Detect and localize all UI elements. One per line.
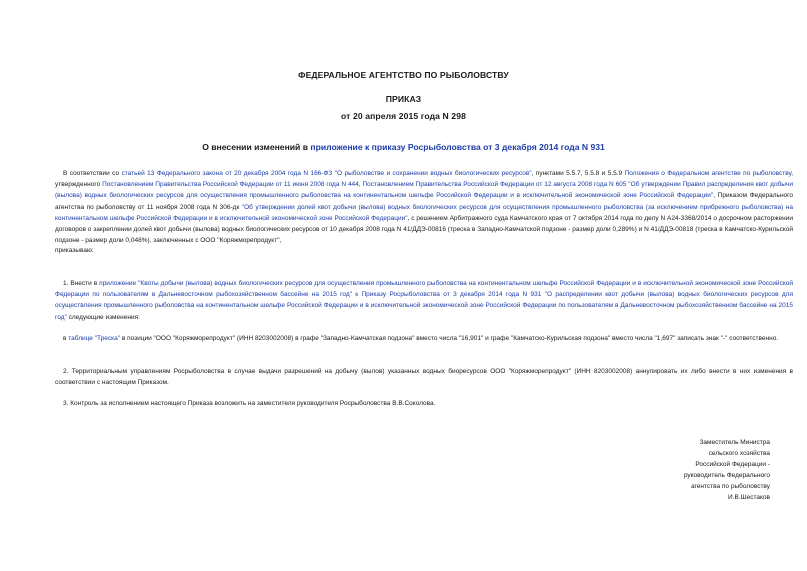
preamble-text-3: , утвержденного — [55, 170, 794, 189]
item-1-text-2: следующие изменения: — [66, 313, 140, 321]
item-2-text: 2. Территориальным управлениям Росрыболовства в случае выдачи разрешений на добычу (вылов) указанных водных биоресурсов ООО "Коряжморепродукт" (ИНН 8203002008) аннулировать их либо внести в них изменения в соответствии с настоящим Приказом. — [55, 368, 793, 387]
item-1a-text-1: в — [63, 335, 69, 342]
signature-line: Заместитель Министра — [699, 439, 770, 446]
agency-regulation-link[interactable]: Положения о Федеральном агентстве по рыболовству — [624, 170, 792, 177]
ordered-label: приказываю: — [55, 247, 94, 254]
preamble-text-4: , — [358, 181, 363, 189]
signature-block — [640, 437, 770, 503]
item-2-paragraph — [55, 366, 793, 388]
preamble-text-1: В соответствии со — [63, 170, 122, 177]
cod-table-link[interactable]: таблице "Треска" — [68, 335, 121, 342]
signature-line: агентства по рыболовству — [690, 483, 770, 490]
item-3-text: 3. Контроль за исполнением настоящего Приказа возложить на заместителя руководителя Росрыболовства В.В.Соколова. — [63, 400, 436, 407]
signature-line: руководитель Федерального — [683, 472, 770, 479]
item-1a-text-2: в позиции "ООО "Коряжморепродукт" (ИНН 8203002008) в графе "Западно-Камчатская подзона" вместо числа "16,901" и графе "Камчатско-Курильская подзона" вместо числа "1,697" записать знак "-" соответственно. — [120, 335, 779, 342]
government-decree-444-link[interactable]: Постановлением Правительства Российской Федерации от 11 июня 2008 года N 444 — [102, 181, 359, 189]
signature-line: сельского хозяйства — [708, 450, 770, 457]
date-number-heading: от 20 апреля 2015 года N 298 — [341, 111, 466, 121]
item-1-text-1: 1. Внести в — [63, 280, 100, 287]
item-3-paragraph — [55, 398, 793, 409]
item-1a-paragraph — [55, 333, 793, 344]
agency-heading: ФЕДЕРАЛЬНОЕ АГЕНТСТВО ПО РЫБОЛОВСТВУ — [298, 70, 509, 80]
title-link[interactable]: приложение к приказу Росрыболовства от 3 декабря 2014 года N 931 — [310, 142, 605, 152]
title-prefix: О внесении изменений в — [202, 142, 311, 152]
preamble-paragraph — [55, 168, 793, 246]
government-decree-605-link[interactable]: Постановлением Правительства Российской Федерации от 12 августа 2008 года N 605 "Об утверждении Правил распределения квот добычи (вылова) водных биологических ресурсов для осуществления промышленного рыболовства на континентальном шельфе Российской Федерации и в исключительной экономической зоне Российской Федерации" — [55, 181, 793, 200]
preamble-text-6: , с решением Арбитражного суда Камчатского края от 7 октября 2014 года по делу N А24-3368/2014 о досрочном расторжении договоров о закреплении долей квот добычи (вылова) водных биологических ресурсов от 10 декабря 2008 года N 41/ДДЭ-00816 (треска в Западно-Камчатской подзоне - размер доли 0,289%) и N 41/ДДЭ-00818 (треска в Камчатско-Курильской подзоне - размер доли 0,048%), заключенных с ООО "Коряжморепродукт", — [55, 214, 793, 245]
preamble-text-2: , пунктами 5.5.7, 5.5.8 и 5.5.9 — [531, 170, 625, 177]
signature-line: Российской Федерации - — [695, 461, 770, 468]
item-1-paragraph — [55, 278, 793, 323]
preamble-text-5: , Приказом Федерального агентства по рыболовству от 11 ноября 2008 года N 306-дк — [55, 192, 793, 211]
document-title — [0, 142, 807, 152]
appendix-link[interactable]: приложение "Квоты добычи (вылова) водных биологических ресурсов для осуществления промышленного рыболовства на континентальном шельфе Российской Федерации и в исключительной экономической зоне Российской Федерации по пользователям в Дальневосточном рыбохозяйственном бассейне на 2015 год" к Приказу Росрыболовства от 3 декабря 2014 года N 931 "О распределении квот добычи (вылова) водных биологических ресурсов для осуществления промышленного рыболовства на континентальном шельфе Российской Федерации и в исключительной экономической зоне Российской Федерации по пользователям в Дальневосточном рыбохозяйственном бассейне на 2015 год" — [55, 280, 793, 321]
signature-name: И.В.Шестаков — [728, 494, 770, 501]
order-306-link[interactable]: "Об утверждении долей квот добычи (вылова) водных биологических ресурсов для осуществления промышленного рыболовства (за исключением прибрежного рыболовства) на континентальном шельфе Российской Федерации и в исключительной экономической зоне Российской Федерации" — [55, 203, 793, 222]
law-article-link[interactable]: статьей 13 Федерального закона от 20 декабря 2004 года N 166-ФЗ "О рыболовстве и сохранении водных биологических ресурсов" — [121, 170, 532, 177]
doc-type-heading: ПРИКАЗ — [385, 94, 422, 104]
